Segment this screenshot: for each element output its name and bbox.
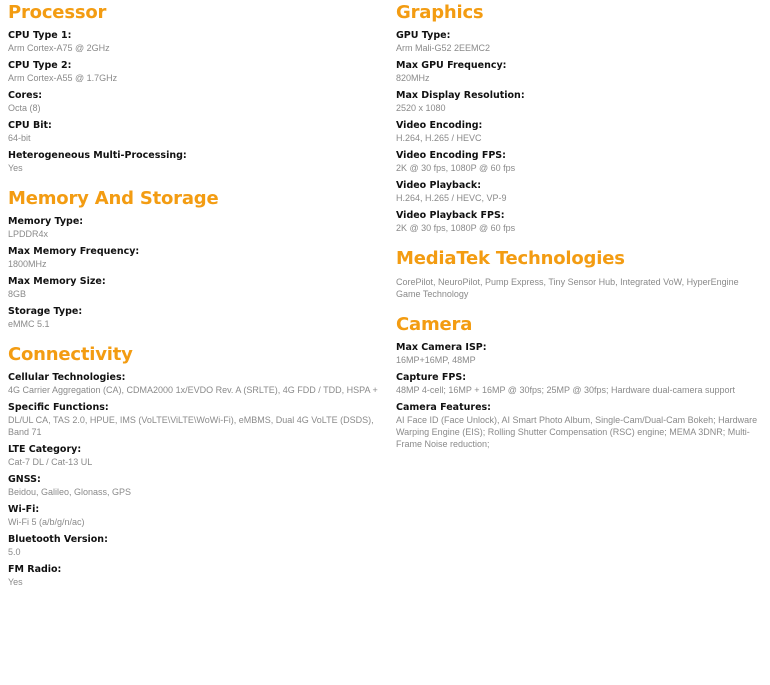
spec-value: 2K @ 30 fps, 1080P @ 60 fps — [396, 223, 516, 233]
spec-item — [8, 90, 384, 114]
spec-value: LPDDR4x — [8, 229, 49, 239]
spec-label: CPU Type 2: — [8, 60, 72, 71]
spec-label: Bluetooth Version: — [8, 534, 108, 545]
spec-item — [8, 216, 384, 240]
spec-item — [8, 60, 384, 84]
spec-label: Max GPU Frequency: — [396, 60, 507, 71]
spec-label: LTE Category: — [8, 444, 82, 455]
spec-label: CPU Bit: — [8, 120, 52, 131]
spec-label: Wi-Fi: — [8, 504, 40, 515]
spec-item — [8, 246, 384, 270]
spec-item — [396, 30, 764, 54]
spec-item — [396, 120, 764, 144]
spec-item — [8, 120, 384, 144]
spec-label: Memory Type: — [8, 216, 84, 227]
spec-label: Max Display Resolution: — [396, 90, 525, 101]
spec-value: Arm Cortex-A55 @ 1.7GHz — [8, 73, 118, 83]
spec-value: 16MP+16MP, 48MP — [396, 355, 476, 365]
spec-label: FM Radio: — [8, 564, 62, 575]
spec-label: Max Camera ISP: — [396, 342, 487, 353]
spec-value: 2520 x 1080 — [396, 103, 446, 113]
spec-value: 64-bit — [8, 133, 31, 143]
spec-value: H.264, H.265 / HEVC — [396, 133, 482, 143]
spec-value: Cat-7 DL / Cat-13 UL — [8, 457, 93, 467]
spec-value: 8GB — [8, 289, 27, 299]
graphics-section — [396, 2, 764, 234]
spec-value: Yes — [8, 577, 23, 587]
spec-label: Video Playback FPS: — [396, 210, 505, 221]
spec-label: Cellular Technologies: — [8, 372, 126, 383]
spec-label: Camera Features: — [396, 402, 491, 413]
memory-section — [8, 188, 384, 330]
spec-value: eMMC 5.1 — [8, 319, 50, 329]
camera-title: Camera — [396, 314, 473, 335]
camera-section — [396, 314, 764, 450]
spec-item — [8, 30, 384, 54]
spec-item — [396, 210, 764, 234]
spec-label: Cores: — [8, 90, 43, 101]
spec-value: Arm Cortex-A75 @ 2GHz — [8, 43, 110, 53]
right-column — [396, 2, 764, 464]
spec-label: Specific Functions: — [8, 402, 109, 413]
connectivity-section — [8, 344, 384, 588]
spec-item — [8, 474, 384, 498]
spec-item — [8, 306, 384, 330]
spec-value: AI Face ID (Face Unlock), AI Smart Photo Album, Single-Cam/Dual-Cam Bokeh; Hardware Warping Engine (EIS); Rolling Shutter Compensation (RSC) engine; MEMA 3DNR; Multi-Frame Noise reduction; — [396, 415, 758, 449]
spec-item — [396, 342, 764, 366]
spec-value: 2K @ 30 fps, 1080P @ 60 fps — [396, 163, 516, 173]
spec-item — [8, 402, 384, 438]
spec-label: CPU Type 1: — [8, 30, 72, 41]
spec-label: GNSS: — [8, 474, 41, 485]
spec-value: Wi-Fi 5 (a/b/g/n/ac) — [8, 517, 85, 527]
graphics-title: Graphics — [396, 2, 484, 23]
spec-label: Storage Type: — [8, 306, 83, 317]
spec-item — [396, 402, 764, 450]
spec-item — [396, 90, 764, 114]
spec-item — [396, 372, 764, 396]
spec-item — [8, 444, 384, 468]
processor-section — [8, 2, 384, 174]
spec-item — [8, 504, 384, 528]
spec-value: Yes — [8, 163, 23, 173]
spec-item — [396, 60, 764, 84]
spec-item — [8, 276, 384, 300]
spec-item — [8, 372, 384, 396]
spec-value: 4G Carrier Aggregation (CA), CDMA2000 1x/EVDO Rev. A (SRLTE), 4G FDD / TDD, HSPA + — [8, 385, 378, 395]
spec-value: Octa (8) — [8, 103, 41, 113]
spec-item — [8, 564, 384, 588]
spec-item — [396, 180, 764, 204]
mediatek-title: MediaTek Technologies — [396, 248, 625, 269]
mediatek-section — [396, 248, 764, 300]
mediatek-technologies-text: CorePilot, NeuroPilot, Pump Express, Tiny Sensor Hub, Integrated VoW, HyperEngine Game Technology — [396, 277, 739, 299]
spec-label: Video Encoding: — [396, 120, 483, 131]
spec-label: GPU Type: — [396, 30, 451, 41]
spec-label: Capture FPS: — [396, 372, 467, 383]
processor-title: Processor — [8, 2, 107, 23]
spec-value: 820MHz — [396, 73, 430, 83]
spec-value: DL/UL CA, TAS 2.0, HPUE, IMS (VoLTE\ViLTE\WoWi-Fi), eMBMS, Dual 4G VoLTE (DSDS), Band 71 — [8, 415, 374, 437]
left-column — [8, 2, 384, 602]
spec-label: Heterogeneous Multi-Processing: — [8, 150, 187, 161]
memory-title: Memory And Storage — [8, 188, 219, 209]
spec-value: H.264, H.265 / HEVC, VP-9 — [396, 193, 507, 203]
spec-value: Beidou, Galileo, Glonass, GPS — [8, 487, 132, 497]
spec-item — [396, 150, 764, 174]
spec-value: 5.0 — [8, 547, 21, 557]
spec-item — [8, 150, 384, 174]
spec-value: 48MP 4-cell; 16MP + 16MP @ 30fps; 25MP @ 30fps; Hardware dual-camera support — [396, 385, 736, 395]
spec-label: Max Memory Size: — [8, 276, 106, 287]
spec-label: Video Encoding FPS: — [396, 150, 506, 161]
spec-value: 1800MHz — [8, 259, 47, 269]
spec-label: Video Playback: — [396, 180, 482, 191]
connectivity-title: Connectivity — [8, 344, 133, 365]
spec-value: Arm Mali-G52 2EEMC2 — [396, 43, 491, 53]
spec-label: Max Memory Frequency: — [8, 246, 140, 257]
spec-item — [8, 534, 384, 558]
